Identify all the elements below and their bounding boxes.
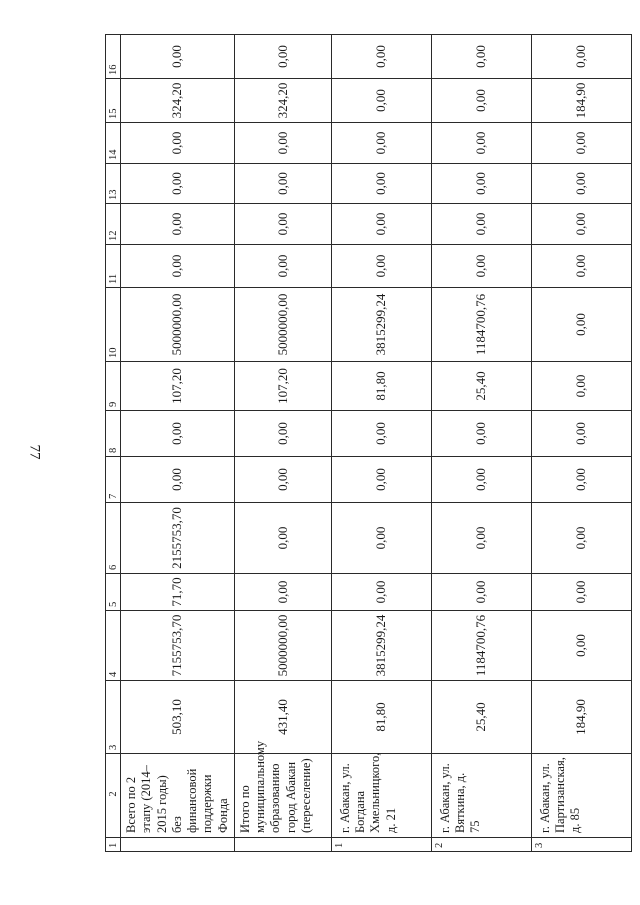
header-cell: 16 [106,35,121,79]
value-cell: 0,00 [431,164,531,204]
value-cell: 0,00 [331,35,431,79]
value-cell: 5000000,00 [234,611,331,681]
value-cell: 0,00 [531,35,631,79]
value-cell: 184,90 [531,681,631,754]
row-label-cell: г. Абакан, ул. Партизанская, д. 85 [531,754,631,838]
value-cell: 2155753,70 [121,503,235,574]
value-cell: 0,00 [431,204,531,245]
value-cell: 1184700,76 [431,288,531,362]
value-cell: 0,00 [431,35,531,79]
rotated-table-container [105,45,589,852]
value-cell: 0,00 [531,611,631,681]
value-cell: 0,00 [331,245,431,288]
value-cell: 0,00 [431,503,531,574]
value-cell: 0,00 [121,204,235,245]
value-cell: 5000000,00 [234,288,331,362]
row-label-cell: г. Абакан, ул. Вяткина, д. 75 [431,754,531,838]
header-cell: 8 [106,411,121,457]
value-cell: 0,00 [234,411,331,457]
value-cell: 1184700,76 [431,611,531,681]
value-cell: 0,00 [531,164,631,204]
value-cell: 0,00 [531,123,631,164]
value-cell: 0,00 [234,457,331,503]
table-row [531,35,631,852]
value-cell: 25,40 [431,362,531,411]
value-cell: 0,00 [531,574,631,611]
value-cell: 0,00 [121,457,235,503]
table-row [431,35,531,852]
value-cell: 0,00 [431,574,531,611]
value-cell: 184,90 [531,79,631,123]
row-label-cell: Итого по муниципальному образованию город Абакан (переселение) [234,754,331,838]
value-cell: 0,00 [121,164,235,204]
value-cell: 0,00 [331,503,431,574]
value-cell: 0,00 [431,457,531,503]
value-cell: 7155753,70 [121,611,235,681]
value-cell: 0,00 [331,457,431,503]
header-cell: 10 [106,288,121,362]
value-cell: 71,70 [121,574,235,611]
value-cell: 3815299,24 [331,288,431,362]
row-index-cell [234,838,331,852]
value-cell: 81,80 [331,362,431,411]
row-index-cell [121,838,235,852]
value-cell: 25,40 [431,681,531,754]
header-cell: 9 [106,362,121,411]
value-cell: 0,00 [234,503,331,574]
value-cell: 0,00 [431,123,531,164]
value-cell: 0,00 [121,411,235,457]
row-label-cell: г. Абакан, ул. Богдана Хмельницкого, д. 21 [331,754,431,838]
value-cell: 0,00 [331,411,431,457]
header-cell: 15 [106,79,121,123]
value-cell: 0,00 [531,411,631,457]
value-cell: 324,20 [234,79,331,123]
row-index-cell: 1 [331,838,431,852]
value-cell: 0,00 [431,79,531,123]
value-cell: 0,00 [531,503,631,574]
value-cell: 0,00 [531,457,631,503]
value-cell: 0,00 [331,123,431,164]
value-cell: 0,00 [331,164,431,204]
value-cell: 0,00 [331,204,431,245]
header-cell: 4 [106,611,121,681]
row-index-cell: 3 [531,838,631,852]
value-cell: 0,00 [531,204,631,245]
header-cell: 3 [106,681,121,754]
header-number-row [106,35,121,852]
value-cell: 0,00 [234,164,331,204]
value-cell: 0,00 [121,123,235,164]
value-cell: 0,00 [531,245,631,288]
value-cell: 0,00 [331,574,431,611]
header-cell: 7 [106,457,121,503]
data-table [105,34,632,852]
row-index-cell: 2 [431,838,531,852]
value-cell: 0,00 [234,35,331,79]
value-cell: 0,00 [431,411,531,457]
value-cell: 0,00 [531,362,631,411]
header-cell: 5 [106,574,121,611]
table-row [234,35,331,852]
value-cell: 81,80 [331,681,431,754]
value-cell: 503,10 [121,681,235,754]
value-cell: 0,00 [531,288,631,362]
table-row [331,35,431,852]
header-cell: 14 [106,123,121,164]
value-cell: 5000000,00 [121,288,235,362]
row-label-cell: Всего по 2 этапу (2014–2015 годы) без финансовой поддержки Фонда [121,754,235,838]
header-cell: 11 [106,245,121,288]
value-cell: 0,00 [234,123,331,164]
header-cell: 6 [106,503,121,574]
page-number: 77 [26,444,43,460]
header-cell: 12 [106,204,121,245]
value-cell: 0,00 [234,574,331,611]
value-cell: 0,00 [234,245,331,288]
value-cell: 431,40 [234,681,331,754]
table-row [121,35,235,852]
value-cell: 324,20 [121,79,235,123]
header-cell: 2 [106,754,121,838]
value-cell: 0,00 [234,204,331,245]
value-cell: 3815299,24 [331,611,431,681]
header-cell: 13 [106,164,121,204]
value-cell: 107,20 [234,362,331,411]
value-cell: 0,00 [121,245,235,288]
value-cell: 107,20 [121,362,235,411]
value-cell: 0,00 [431,245,531,288]
header-cell: 1 [106,838,121,852]
value-cell: 0,00 [331,79,431,123]
value-cell: 0,00 [121,35,235,79]
